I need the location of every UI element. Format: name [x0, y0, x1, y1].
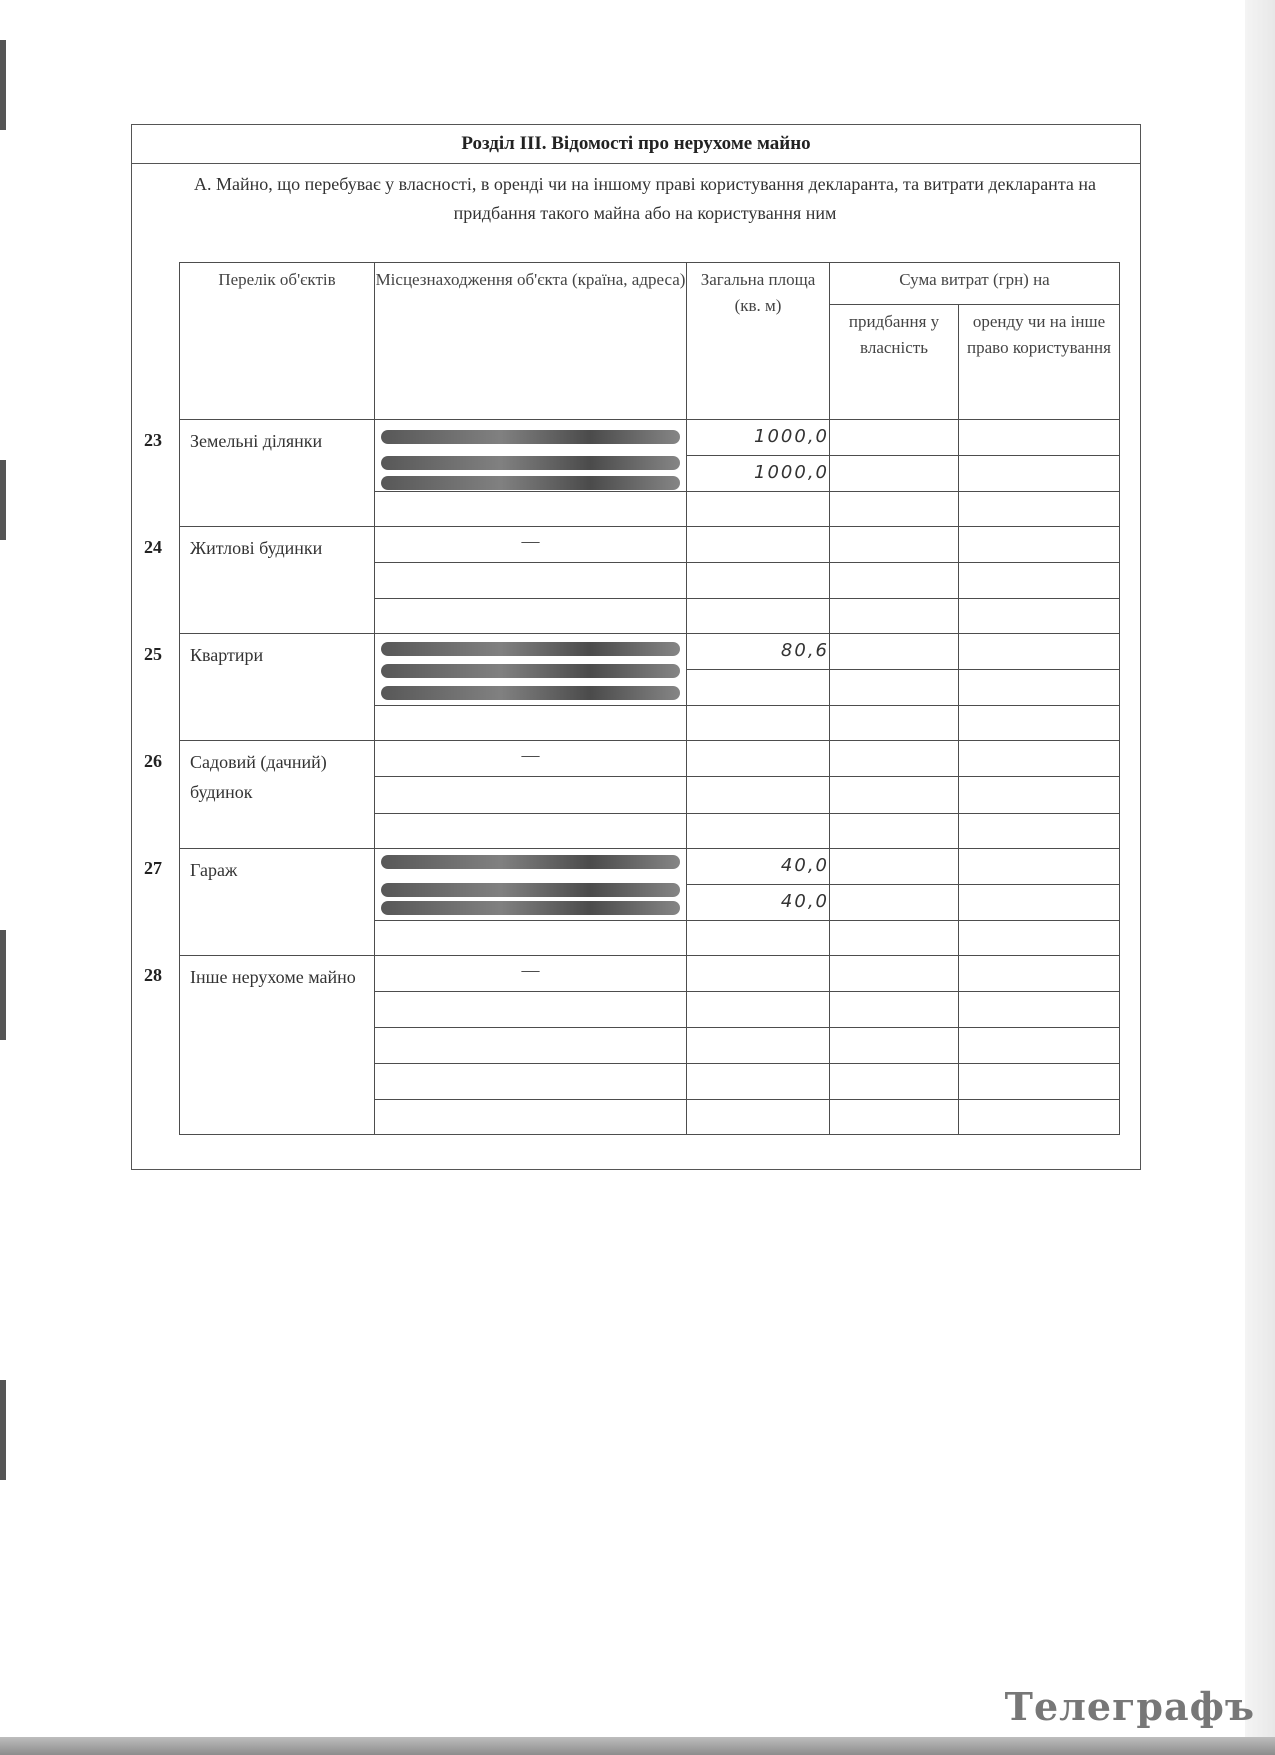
category-apartments: Квартири	[180, 634, 375, 741]
section-title: Розділ ІІІ. Відомості про нерухоме майно	[131, 124, 1141, 164]
category-country-house: Садовий (дачний) будинок	[180, 741, 375, 848]
row-number: 27	[144, 858, 162, 878]
watermark-logo: Телеграфъ	[1004, 1684, 1255, 1729]
header-purchase: придбання у власність	[830, 305, 959, 420]
scan-bottom-strip	[0, 1737, 1275, 1755]
area-value: 1000,0	[687, 456, 830, 492]
location-dash: —	[375, 527, 687, 563]
location-dash: —	[375, 741, 687, 777]
row-number: 28	[144, 965, 162, 985]
area-value: 80,6	[687, 634, 830, 670]
row-number: 25	[144, 644, 162, 664]
subsection-title: А. Майно, що перебуває у власності, в оренді чи на іншому праві користування декларанта, та витрати декларанта на придбання такого майна або на користування ним	[193, 174, 1097, 223]
row-number: 24	[144, 537, 162, 557]
location-dash: —	[375, 955, 687, 991]
area-value: 40,0	[687, 848, 830, 884]
location-redacted	[375, 634, 687, 706]
header-rent: оренду чи на інше право користування	[959, 305, 1120, 420]
header-area: Загальна площа (кв. м)	[687, 263, 830, 420]
row-number: 26	[144, 751, 162, 771]
header-location: Місцезнаходження об'єкта (країна, адреса)	[375, 263, 687, 420]
category-other: Інше нерухоме майно	[180, 955, 375, 1134]
page-edge	[1245, 0, 1275, 1755]
area-value: 1000,0	[687, 420, 830, 456]
binder-marks	[0, 0, 8, 1755]
area-value: 40,0	[687, 884, 830, 920]
real-estate-table	[179, 262, 1120, 1135]
location-redacted	[375, 420, 687, 492]
category-land: Земельні ділянки	[180, 420, 375, 527]
location-redacted	[375, 848, 687, 920]
row-number: 23	[144, 430, 162, 450]
header-expenses: Сума витрат (грн) на	[830, 263, 1120, 305]
category-houses: Житлові будинки	[180, 527, 375, 634]
category-garage: Гараж	[180, 848, 375, 955]
header-objects: Перелік об'єктів	[180, 263, 375, 420]
